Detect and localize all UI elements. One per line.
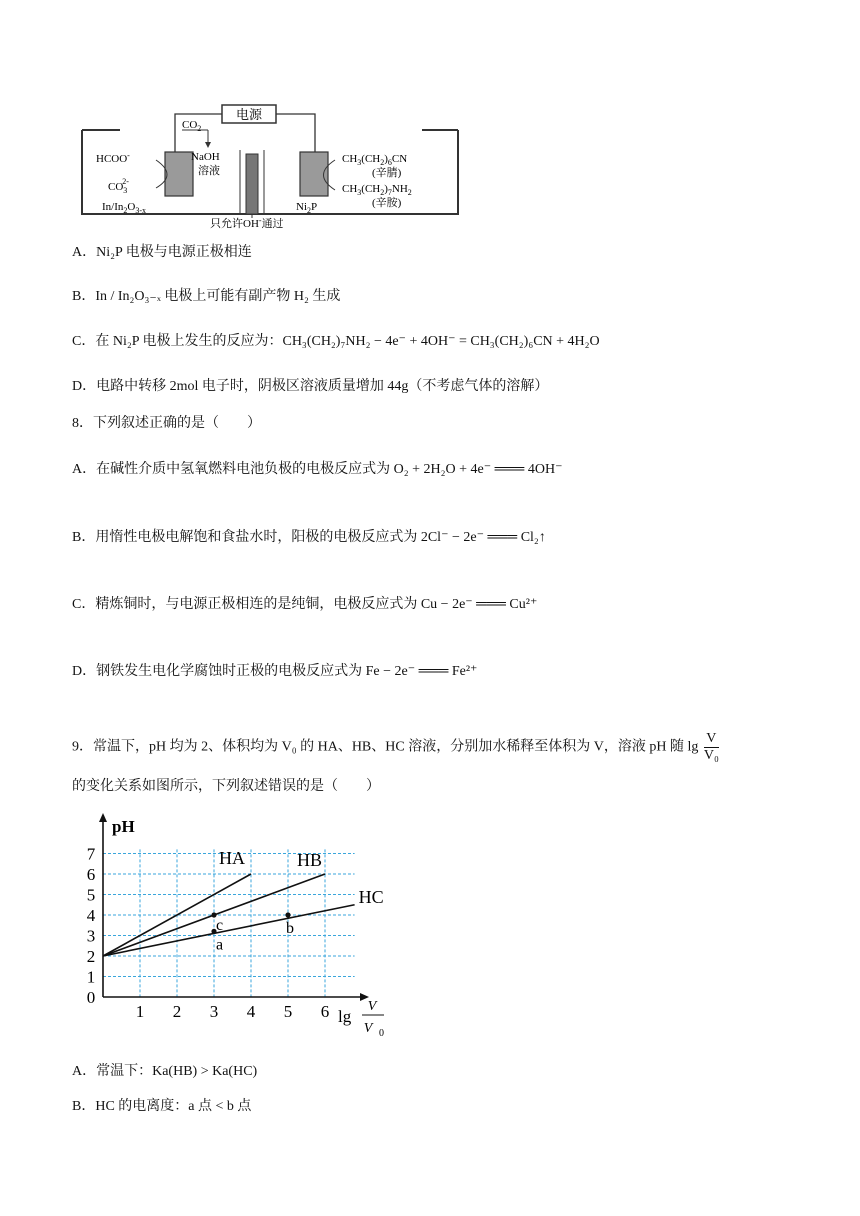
data-point-b <box>285 912 290 917</box>
left-electrode-label: $In/In_2O_{3-x}$ <box>102 201 147 215</box>
x-axis-label-numerator: V <box>367 999 377 1014</box>
octylamine-formula: $CH_3(CH_2)_7NH_2$ <box>342 183 412 197</box>
right-electrode-label: $Ni_2P$ <box>296 201 318 215</box>
q9-fraction <box>704 731 719 764</box>
q9-fraction-numerator: V <box>704 731 719 748</box>
electrolysis-cell-diagram <box>60 100 470 230</box>
q7-option-b: B．In / In₂O₃₋ₓ 电极上可能有副产物 H₂ 生成 <box>72 289 341 304</box>
x-tick-label: 6 <box>320 1002 330 1021</box>
anion-exchange-membrane <box>246 154 258 214</box>
y-tick-label: 7 <box>86 844 96 864</box>
q8-option-a: A．在碱性介质中氢氧燃料电池负极的电极反应式为 O₂ + 2H₂O + 4e⁻ ═══ 4OH⁻ <box>72 462 563 477</box>
q9-fraction-denominator: V₀ <box>703 748 719 763</box>
carbonate-label: $CO_32-$ <box>108 177 129 195</box>
naoh-label: NaOH <box>191 151 220 163</box>
q8-option-d: D．钢铁发生电化学腐蚀时正极的电极反应式为 Fe − 2e⁻ ═══ Fe²⁺ <box>72 664 478 679</box>
x-axis-label-lg: lg <box>338 1007 352 1026</box>
octylamine-name: (辛胺) <box>372 197 402 209</box>
q9-stem-line2: 的变化关系如图所示，下列叙述错误的是（ ） <box>72 779 380 794</box>
series-label-hc: HC <box>358 886 384 907</box>
point-label-a: a <box>216 936 224 954</box>
x-tick-label: 3 <box>209 1002 219 1021</box>
y-tick-label: 2 <box>86 947 96 966</box>
q7-option-c: C．在 Ni₂P 电极上发生的反应为：CH₃(CH₂)₇NH₂ − 4e⁻ + 4OH⁻ = CH₃(CH₂)₆CN + 4H₂O <box>72 334 600 349</box>
y-tick-label: 1 <box>86 967 96 987</box>
membrane-note: 只允许OH-通过 <box>210 216 284 230</box>
solution-label: 溶液 <box>198 165 220 177</box>
y-tick-label: 5 <box>86 885 96 905</box>
octanenitrile-name: (辛腈) <box>372 167 402 179</box>
point-label-c: c <box>216 917 224 934</box>
series-label-hb: HB <box>297 850 323 870</box>
octanenitrile-formula: $CH_3(CH_2)_6CN$ <box>342 153 408 167</box>
ph-dilution-chart <box>70 810 410 1042</box>
y-tick-label: 6 <box>86 865 96 884</box>
co2-label: $CO_2$ <box>182 119 202 133</box>
formate-label: HCOO- <box>96 151 130 165</box>
x-tick-label: 2 <box>172 1002 182 1021</box>
q7-option-d: D．电路中转移 2mol 电子时，阴极区溶液质量增加 44g（不考虑气体的溶解） <box>72 379 549 394</box>
x-tick-label: 4 <box>246 1002 256 1021</box>
x-axis-label-denominator-sub: 0 <box>379 1028 384 1039</box>
q8-stem: 8．下列叙述正确的是（ ） <box>72 416 261 431</box>
in-in2o3-electrode <box>165 152 193 196</box>
y-tick-label: 3 <box>86 926 96 946</box>
q9-stem-text: 9．常温下，pH 均为 2、体积均为 V₀ 的 HA、HB、HC 溶液，分别加水稀释至体积为 V，溶液 pH 随 lg <box>72 739 699 755</box>
point-label-b: b <box>286 920 294 937</box>
power-supply-label: 电源 <box>235 107 263 122</box>
q9-stem-line1 <box>72 731 719 764</box>
series-line-hc <box>103 905 355 956</box>
series-label-ha: HA <box>219 848 245 868</box>
y-tick-label: 4 <box>86 906 96 925</box>
q9-option-a: A．常温下：Ka(HB) > Ka(HC) <box>72 1064 258 1079</box>
q7-option-a: A．Ni₂P 电极与电源正极相连 <box>72 245 252 260</box>
x-axis-label-denominator: V <box>363 1021 373 1036</box>
q8-option-b: B．用惰性电极电解饱和食盐水时，阳极的电极反应式为 2Cl⁻ − 2e⁻ ═══ Cl₂↑ <box>72 530 546 545</box>
x-tick-label: 1 <box>135 1002 145 1021</box>
y-tick-label: 0 <box>86 988 96 1007</box>
y-axis-arrow <box>99 813 107 822</box>
x-tick-label: 5 <box>283 1002 293 1021</box>
y-axis-label: pH <box>112 817 135 836</box>
q9-option-b: B．HC 的电离度：a 点 < b 点 <box>72 1099 252 1114</box>
q8-option-c: C．精炼铜时，与电源正极相连的是纯铜，电极反应式为 Cu − 2e⁻ ═══ Cu²⁺ <box>72 597 538 612</box>
